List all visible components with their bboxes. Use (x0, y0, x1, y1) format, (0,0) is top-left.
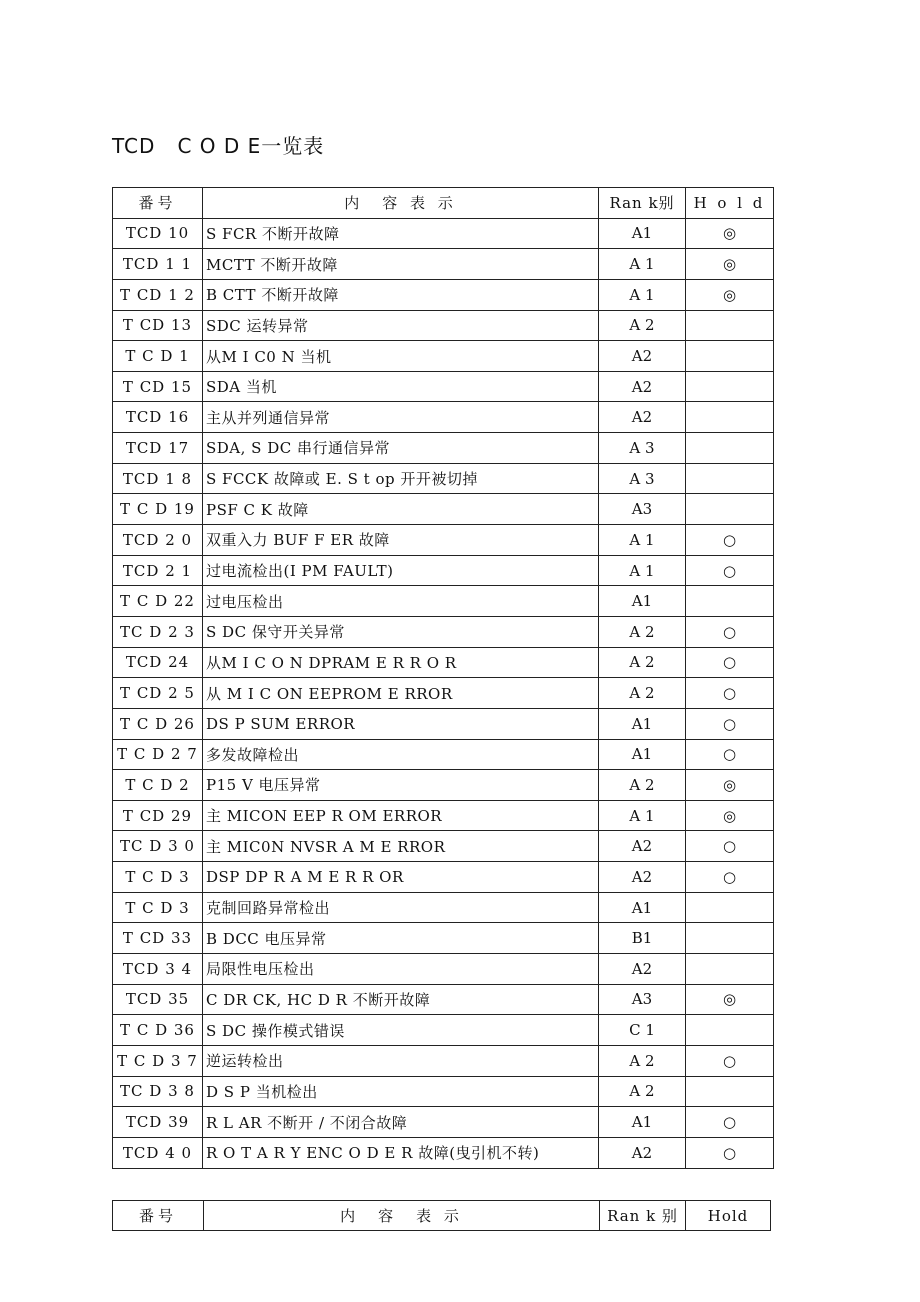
table-row (113, 770, 774, 801)
table-row (113, 647, 774, 678)
description-cell: SDA 当机 (203, 371, 599, 402)
table-row (113, 954, 774, 985)
hold-cell: ○ (686, 525, 774, 556)
description-cell: C DR CK, HC D R 不断开故障 (203, 984, 599, 1015)
rank-cell: A1 (599, 708, 686, 739)
table-header-row (113, 1201, 771, 1231)
code-cell: TCD 1 1 (113, 249, 203, 280)
hold-cell: ◎ (686, 279, 774, 310)
hold-cell: ○ (686, 831, 774, 862)
code-cell: T C D 22 (113, 586, 203, 617)
table-row (113, 433, 774, 464)
description-cell: 主 MICON EEP R OM ERROR (203, 800, 599, 831)
description-cell: 克制回路异常检出 (203, 892, 599, 923)
description-cell: 主 MIC0N NVSR A M E RROR (203, 831, 599, 862)
code-cell: TCD 35 (113, 984, 203, 1015)
code-cell: T C D 3 (113, 862, 203, 893)
code-cell: T C D 26 (113, 708, 203, 739)
description-cell: S DC 保守开关异常 (203, 616, 599, 647)
hold-cell (686, 954, 774, 985)
hold-cell (686, 371, 774, 402)
page-title: TCD C O D E一览表 (112, 134, 325, 158)
description-cell: S FCCK 故障或 E. S t op 开开被切掉 (203, 463, 599, 494)
table-row (113, 525, 774, 556)
description-cell: 过电流检出(I PM FAULT) (203, 555, 599, 586)
rank-cell: C 1 (599, 1015, 686, 1046)
hold-cell (686, 923, 774, 954)
code-cell: TCD 4 0 (113, 1137, 203, 1168)
table-row (113, 1045, 774, 1076)
description-cell: 过电压检出 (203, 586, 599, 617)
code-cell: TCD 39 (113, 1107, 203, 1138)
rank-cell: A3 (599, 494, 686, 525)
hold-cell: ◎ (686, 218, 774, 249)
header-code: 番号 (113, 188, 203, 219)
description-cell: S DC 操作模式错误 (203, 1015, 599, 1046)
rank-cell: A1 (599, 586, 686, 617)
code-cell: T CD 1 2 (113, 279, 203, 310)
header-description: 内 容 表 示 (203, 188, 599, 219)
code-cell: T CD 15 (113, 371, 203, 402)
rank-cell: A 1 (599, 800, 686, 831)
table-row (113, 1076, 774, 1107)
rank-cell: A2 (599, 862, 686, 893)
hold-cell (686, 463, 774, 494)
table-row (113, 616, 774, 647)
table-row (113, 218, 774, 249)
rank-cell: A2 (599, 402, 686, 433)
code-cell: TCD 24 (113, 647, 203, 678)
table-row (113, 739, 774, 770)
description-cell: 局限性电压检出 (203, 954, 599, 985)
code-cell: T C D 3 (113, 892, 203, 923)
rank-cell: A 2 (599, 616, 686, 647)
description-cell: SDC 运转异常 (203, 310, 599, 341)
code-cell: T C D 36 (113, 1015, 203, 1046)
hold-cell (686, 494, 774, 525)
rank-cell: A3 (599, 984, 686, 1015)
code-cell: TCD 2 0 (113, 525, 203, 556)
description-cell: B DCC 电压异常 (203, 923, 599, 954)
table-row (113, 1015, 774, 1046)
header-rank: Ran k 别 (600, 1201, 686, 1231)
rank-cell: A 1 (599, 555, 686, 586)
table-row (113, 678, 774, 709)
rank-cell: A 2 (599, 770, 686, 801)
code-cell: T C D 2 (113, 770, 203, 801)
hold-cell: ○ (686, 862, 774, 893)
rank-cell: A 2 (599, 1045, 686, 1076)
code-cell: T C D 2 7 (113, 739, 203, 770)
rank-cell: A 1 (599, 279, 686, 310)
table-row (113, 923, 774, 954)
code-cell: T C D 3 7 (113, 1045, 203, 1076)
description-cell: R O T A R Y ENC O D E R 故障(曳引机不转) (203, 1137, 599, 1168)
table-row (113, 371, 774, 402)
hold-cell (686, 586, 774, 617)
hold-cell (686, 1076, 774, 1107)
hold-cell: ◎ (686, 770, 774, 801)
rank-cell: A2 (599, 954, 686, 985)
code-cell: TC D 2 3 (113, 616, 203, 647)
description-cell: R L AR 不断开 / 不闭合故障 (203, 1107, 599, 1138)
table-row (113, 984, 774, 1015)
rank-cell: A1 (599, 218, 686, 249)
description-cell: B CTT 不断开故障 (203, 279, 599, 310)
code-cell: T CD 13 (113, 310, 203, 341)
code-cell: TC D 3 0 (113, 831, 203, 862)
description-cell: 逆运转检出 (203, 1045, 599, 1076)
table-row (113, 892, 774, 923)
rank-cell: A 1 (599, 525, 686, 556)
description-cell: P15 V 电压异常 (203, 770, 599, 801)
code-cell: T C D 1 (113, 341, 203, 372)
hold-cell: ○ (686, 678, 774, 709)
table-row (113, 463, 774, 494)
description-cell: DS P SUM ERROR (203, 708, 599, 739)
rank-cell: A1 (599, 892, 686, 923)
table-row (113, 831, 774, 862)
rank-cell: A2 (599, 1137, 686, 1168)
hold-cell: ○ (686, 1045, 774, 1076)
code-cell: T CD 2 5 (113, 678, 203, 709)
rank-cell: A 1 (599, 249, 686, 280)
table-row (113, 708, 774, 739)
header-hold: Hold (686, 1201, 771, 1231)
continuation-table (112, 1200, 771, 1231)
hold-cell: ◎ (686, 800, 774, 831)
code-cell: T CD 33 (113, 923, 203, 954)
table-row (113, 249, 774, 280)
hold-cell: ○ (686, 708, 774, 739)
hold-cell (686, 310, 774, 341)
rank-cell: A 2 (599, 310, 686, 341)
table-row (113, 555, 774, 586)
hold-cell (686, 402, 774, 433)
rank-cell: A2 (599, 831, 686, 862)
rank-cell: A 2 (599, 647, 686, 678)
header-hold: H o l d (686, 188, 774, 219)
rank-cell: A 2 (599, 1076, 686, 1107)
table-row (113, 862, 774, 893)
rank-cell: A 3 (599, 463, 686, 494)
hold-cell: ○ (686, 555, 774, 586)
hold-cell: ○ (686, 1107, 774, 1138)
code-cell: T CD 29 (113, 800, 203, 831)
code-cell: TCD 3 4 (113, 954, 203, 985)
code-cell: TCD 16 (113, 402, 203, 433)
header-description: 内 容 表 示 (204, 1201, 600, 1231)
code-cell: TC D 3 8 (113, 1076, 203, 1107)
table-header-row (113, 188, 774, 219)
hold-cell: ○ (686, 647, 774, 678)
table-row (113, 341, 774, 372)
code-cell: T C D 19 (113, 494, 203, 525)
description-cell: 主从并列通信异常 (203, 402, 599, 433)
hold-cell: ◎ (686, 249, 774, 280)
hold-cell: ○ (686, 616, 774, 647)
hold-cell (686, 1015, 774, 1046)
code-cell: TCD 10 (113, 218, 203, 249)
table-body (113, 218, 774, 1168)
description-cell: DSP DP R A M E R R OR (203, 862, 599, 893)
table-row (113, 310, 774, 341)
table-row (113, 586, 774, 617)
rank-cell: A1 (599, 739, 686, 770)
rank-cell: A 3 (599, 433, 686, 464)
tcd-code-table (112, 187, 774, 1169)
code-cell: TCD 1 8 (113, 463, 203, 494)
rank-cell: A2 (599, 341, 686, 372)
description-cell: MCTT 不断开故障 (203, 249, 599, 280)
hold-cell: ◎ (686, 984, 774, 1015)
description-cell: S FCR 不断开故障 (203, 218, 599, 249)
hold-cell (686, 892, 774, 923)
hold-cell: ○ (686, 1137, 774, 1168)
description-cell: 双重入力 BUF F ER 故障 (203, 525, 599, 556)
rank-cell: A2 (599, 371, 686, 402)
rank-cell: B1 (599, 923, 686, 954)
rank-cell: A1 (599, 1107, 686, 1138)
description-cell: PSF C K 故障 (203, 494, 599, 525)
table-row (113, 279, 774, 310)
description-cell: 从M I C0 N 当机 (203, 341, 599, 372)
hold-cell (686, 433, 774, 464)
table-row (113, 1107, 774, 1138)
table-row (113, 1137, 774, 1168)
description-cell: D S P 当机检出 (203, 1076, 599, 1107)
hold-cell (686, 341, 774, 372)
description-cell: 从M I C O N DPRAM E R R O R (203, 647, 599, 678)
header-code: 番号 (113, 1201, 204, 1231)
rank-cell: A 2 (599, 678, 686, 709)
table-row (113, 494, 774, 525)
table-row (113, 800, 774, 831)
description-cell: SDA, S DC 串行通信异常 (203, 433, 599, 464)
header-rank: Ran k别 (599, 188, 686, 219)
hold-cell: ○ (686, 739, 774, 770)
code-cell: TCD 2 1 (113, 555, 203, 586)
code-cell: TCD 17 (113, 433, 203, 464)
description-cell: 从 M I C ON EEPROM E RROR (203, 678, 599, 709)
description-cell: 多发故障检出 (203, 739, 599, 770)
table-row (113, 402, 774, 433)
